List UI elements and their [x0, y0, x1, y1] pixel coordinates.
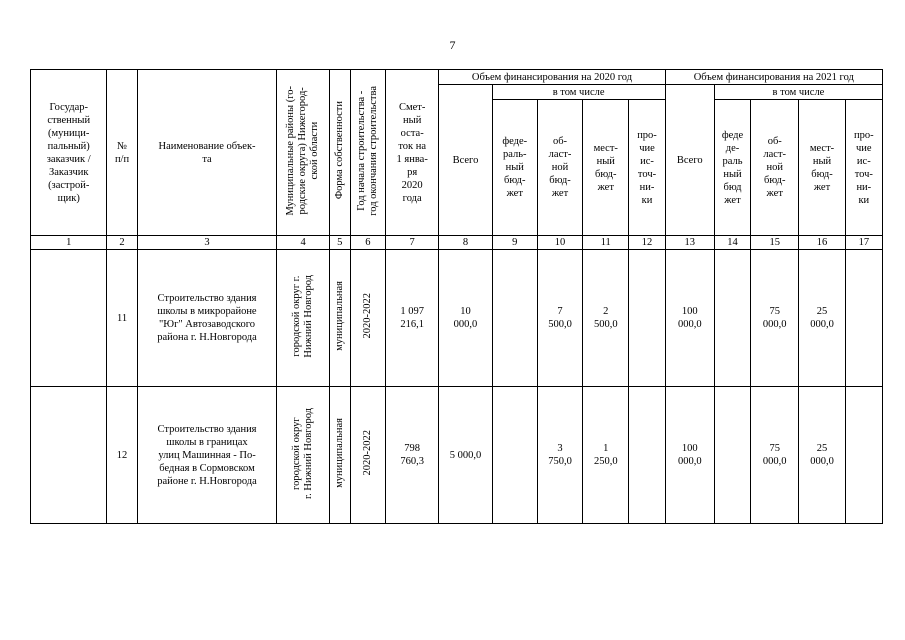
cell-regional-2020: 7 500,0	[537, 250, 582, 387]
column-number: 12	[629, 236, 665, 250]
header-years	[350, 70, 385, 236]
header-object-name: Наименование объек- та	[137, 70, 277, 236]
column-number: 11	[583, 236, 629, 250]
cell-local-2020: 2 500,0	[583, 250, 629, 387]
cell-other-2021	[845, 387, 882, 524]
cell-district	[277, 250, 329, 387]
cell-years-text: 2020-2022	[361, 293, 373, 339]
cell-years	[350, 250, 385, 387]
header-districts-text: Муниципальные районы (го- родские округа) Нижегород- ской области	[285, 85, 321, 216]
header-ownership	[329, 70, 350, 236]
cell-federal-2020	[492, 250, 537, 387]
header-row-1	[31, 70, 883, 85]
header-local-2020: мест- ный бюд- жет	[583, 100, 629, 236]
column-number: 7	[386, 236, 439, 250]
cell-ownership	[329, 250, 350, 387]
header-funding-2021: Объем финансирования на 2021 год	[665, 70, 882, 85]
cell-years-text: 2020-2022	[361, 430, 373, 476]
cell-local-2020: 1 250,0	[583, 387, 629, 524]
cell-ownership	[329, 387, 350, 524]
cell-customer	[31, 387, 107, 524]
cell-no: 11	[107, 250, 137, 387]
cell-other-2020	[629, 387, 665, 524]
cell-district	[277, 387, 329, 524]
cell-estimate: 1 097 216,1	[386, 250, 439, 387]
column-number: 2	[107, 236, 137, 250]
table-row	[31, 387, 883, 524]
header-federal-2021: феде де- раль ный бюд жет	[714, 100, 750, 236]
cell-other-2020	[629, 250, 665, 387]
column-number: 17	[845, 236, 882, 250]
page-number: 7	[449, 38, 456, 52]
cell-federal-2021	[714, 250, 750, 387]
column-number: 14	[714, 236, 750, 250]
header-including-2021: в том числе	[714, 85, 882, 100]
cell-years	[350, 387, 385, 524]
header-districts	[277, 70, 329, 236]
column-number-row	[31, 236, 883, 250]
header-regional-2021: об- ласт- ной бюд- жет	[751, 100, 799, 236]
financing-table	[30, 69, 883, 524]
header-regional-2020: об- ласт- ной бюд- жет	[537, 100, 582, 236]
header-other-2020: про- чие ис- точ- ни- ки	[629, 100, 665, 236]
header-federal-2020: феде- раль- ный бюд- жет	[492, 100, 537, 236]
cell-regional-2021: 75 000,0	[751, 387, 799, 524]
header-customer: Государ- ственный (муници- пальный) заказчик / Заказчик (застрой- щик)	[31, 70, 107, 236]
cell-federal-2021	[714, 387, 750, 524]
header-ownership-text: Форма собственности	[333, 101, 345, 200]
cell-ownership-text: муниципальная	[333, 418, 345, 488]
header-other-2021: про- чие ис- точ- ни- ки	[845, 100, 882, 236]
cell-object-name: Строительство здания школы в микрорайоне "Юг" Автозаводского района г. Н.Новгорода	[137, 250, 277, 387]
cell-no: 12	[107, 387, 137, 524]
column-number: 13	[665, 236, 714, 250]
column-number: 5	[329, 236, 350, 250]
cell-estimate: 798 760,3	[386, 387, 439, 524]
cell-other-2021	[845, 250, 882, 387]
column-number: 1	[31, 236, 107, 250]
cell-total-2020: 5 000,0	[439, 387, 492, 524]
column-number: 9	[492, 236, 537, 250]
cell-ownership-text: муниципальная	[333, 281, 345, 351]
header-estimate: Смет- ный оста- ток на 1 янва- ря 2020 года	[386, 70, 439, 236]
header-total-2021: Всего	[665, 85, 714, 236]
header-no: № п/п	[107, 70, 137, 236]
column-number: 6	[350, 236, 385, 250]
cell-district-text: городской округ г. Нижний Новгород	[291, 274, 315, 358]
cell-local-2021: 25 000,0	[799, 387, 845, 524]
header-years-text: Год начала строительства - год окончания строительства	[355, 85, 379, 216]
column-number: 8	[439, 236, 492, 250]
column-number: 3	[137, 236, 277, 250]
table-row	[31, 250, 883, 387]
cell-object-name: Строительство здания школы в границах улиц Машинная - По- бедная в Сормовском районе г. Н.Новгорода	[137, 387, 277, 524]
column-number: 10	[537, 236, 582, 250]
cell-total-2021: 100 000,0	[665, 250, 714, 387]
cell-total-2021: 100 000,0	[665, 387, 714, 524]
cell-federal-2020	[492, 387, 537, 524]
column-number: 15	[751, 236, 799, 250]
cell-total-2020: 10 000,0	[439, 250, 492, 387]
header-total-2020: Всего	[439, 85, 492, 236]
cell-customer	[31, 250, 107, 387]
header-funding-2020: Объем финансирования на 2020 год	[439, 70, 665, 85]
column-number: 16	[799, 236, 845, 250]
cell-regional-2021: 75 000,0	[751, 250, 799, 387]
cell-district-text: городской округ г. Нижний Новгород	[291, 407, 315, 499]
column-number: 4	[277, 236, 329, 250]
header-local-2021: мест- ный бюд- жет	[799, 100, 845, 236]
cell-regional-2020: 3 750,0	[537, 387, 582, 524]
header-including-2020: в том числе	[492, 85, 665, 100]
cell-local-2021: 25 000,0	[799, 250, 845, 387]
